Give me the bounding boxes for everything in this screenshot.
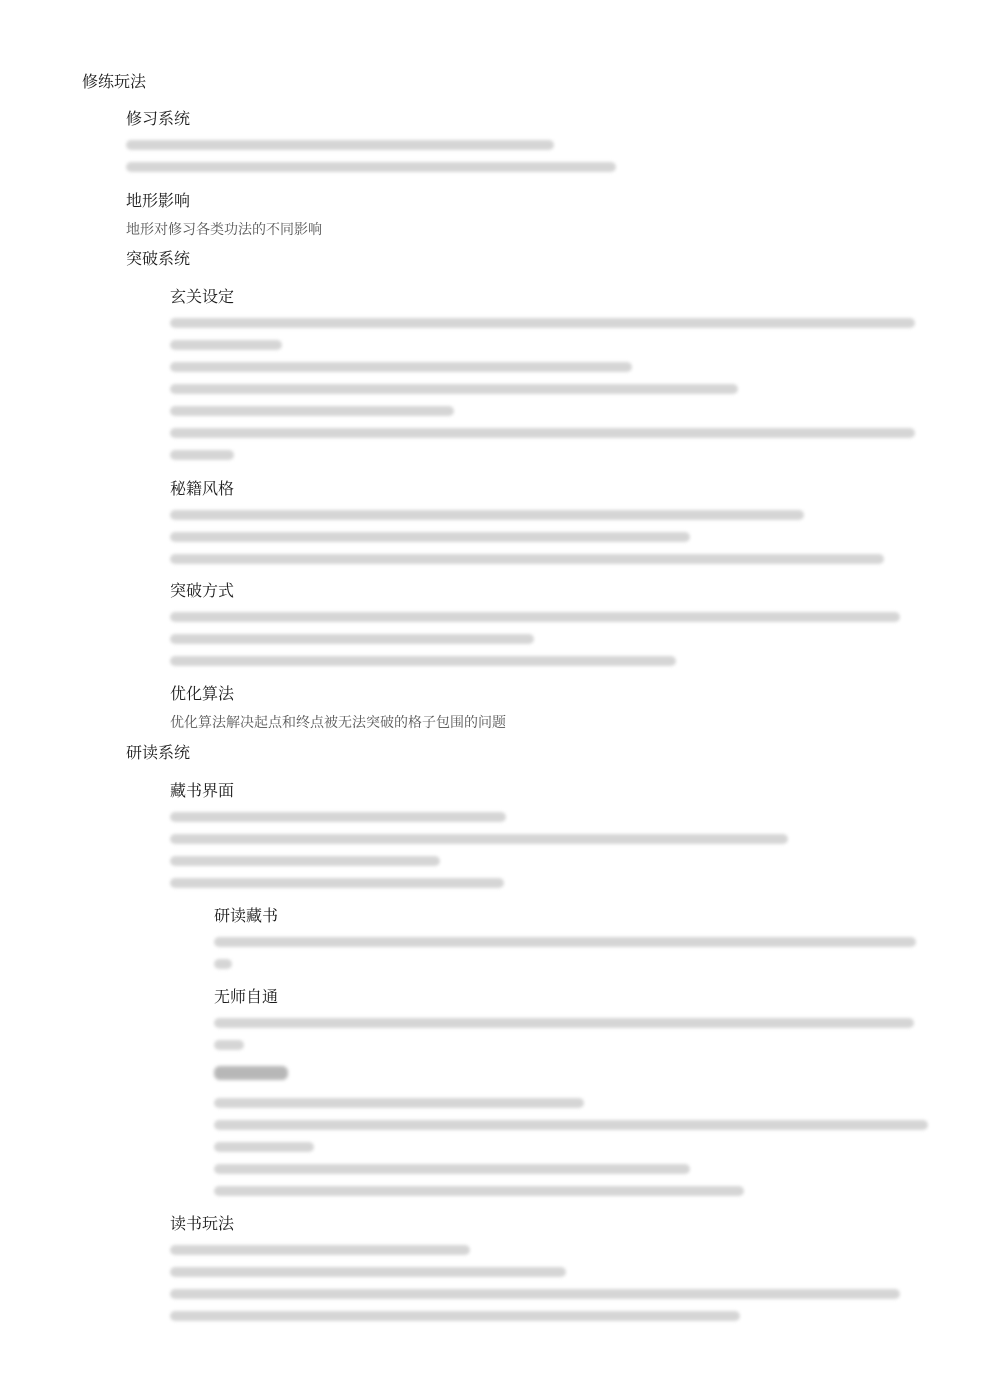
redacted-line [170, 1245, 470, 1255]
redacted-line [214, 1142, 314, 1152]
redacted-line [170, 340, 282, 350]
heading-study-collection: 研读藏书 [214, 906, 279, 925]
redacted-line [170, 384, 738, 394]
heading-breakthrough-method: 突破方式 [170, 581, 235, 600]
redacted-line [214, 1186, 744, 1196]
redacted-line [170, 318, 915, 328]
heading-cultivation-gameplay: 修练玩法 [82, 72, 147, 91]
redacted-line [170, 450, 234, 460]
redacted-line [214, 1164, 690, 1174]
terrain-description: 地形对修习各类功法的不同影响 [126, 222, 322, 238]
heading-study-system: 研读系统 [126, 743, 191, 762]
heading-terrain-influence: 地形影响 [126, 191, 191, 210]
redacted-line [126, 140, 554, 150]
redacted-line [170, 834, 788, 844]
redacted-line [170, 406, 454, 416]
redacted-line [214, 937, 916, 947]
redacted-line [170, 1267, 566, 1277]
optimization-description: 优化算法解决起点和终点被无法突破的格子包围的问题 [170, 715, 506, 731]
redacted-line [170, 656, 676, 666]
redacted-line [170, 812, 506, 822]
redacted-line [170, 634, 534, 644]
heading-gate-settings: 玄关设定 [170, 287, 235, 306]
heading-self-taught: 无师自通 [214, 987, 279, 1006]
redacted-line [170, 878, 504, 888]
redacted-line [214, 1018, 914, 1028]
redacted-line [170, 428, 915, 438]
redacted-line [170, 362, 632, 372]
redacted-line [214, 1040, 244, 1050]
heading-optimization-algorithm: 优化算法 [170, 684, 235, 703]
redacted-line [170, 1289, 900, 1299]
redacted-line [126, 162, 616, 172]
redacted-line [170, 856, 440, 866]
heading-breakthrough-system: 突破系统 [126, 249, 191, 268]
redacted-line [214, 1120, 928, 1130]
redacted-line [214, 959, 232, 969]
redacted-line [214, 1098, 584, 1108]
redacted-heading [214, 1066, 288, 1080]
redacted-line [170, 554, 884, 564]
heading-reading-gameplay: 读书玩法 [170, 1214, 235, 1233]
heading-manual-style: 秘籍风格 [170, 479, 235, 498]
redacted-line [170, 1311, 740, 1321]
heading-library-interface: 藏书界面 [170, 781, 235, 800]
redacted-line [170, 612, 900, 622]
heading-practice-system: 修习系统 [126, 109, 191, 128]
redacted-line [170, 532, 690, 542]
redacted-line [170, 510, 804, 520]
